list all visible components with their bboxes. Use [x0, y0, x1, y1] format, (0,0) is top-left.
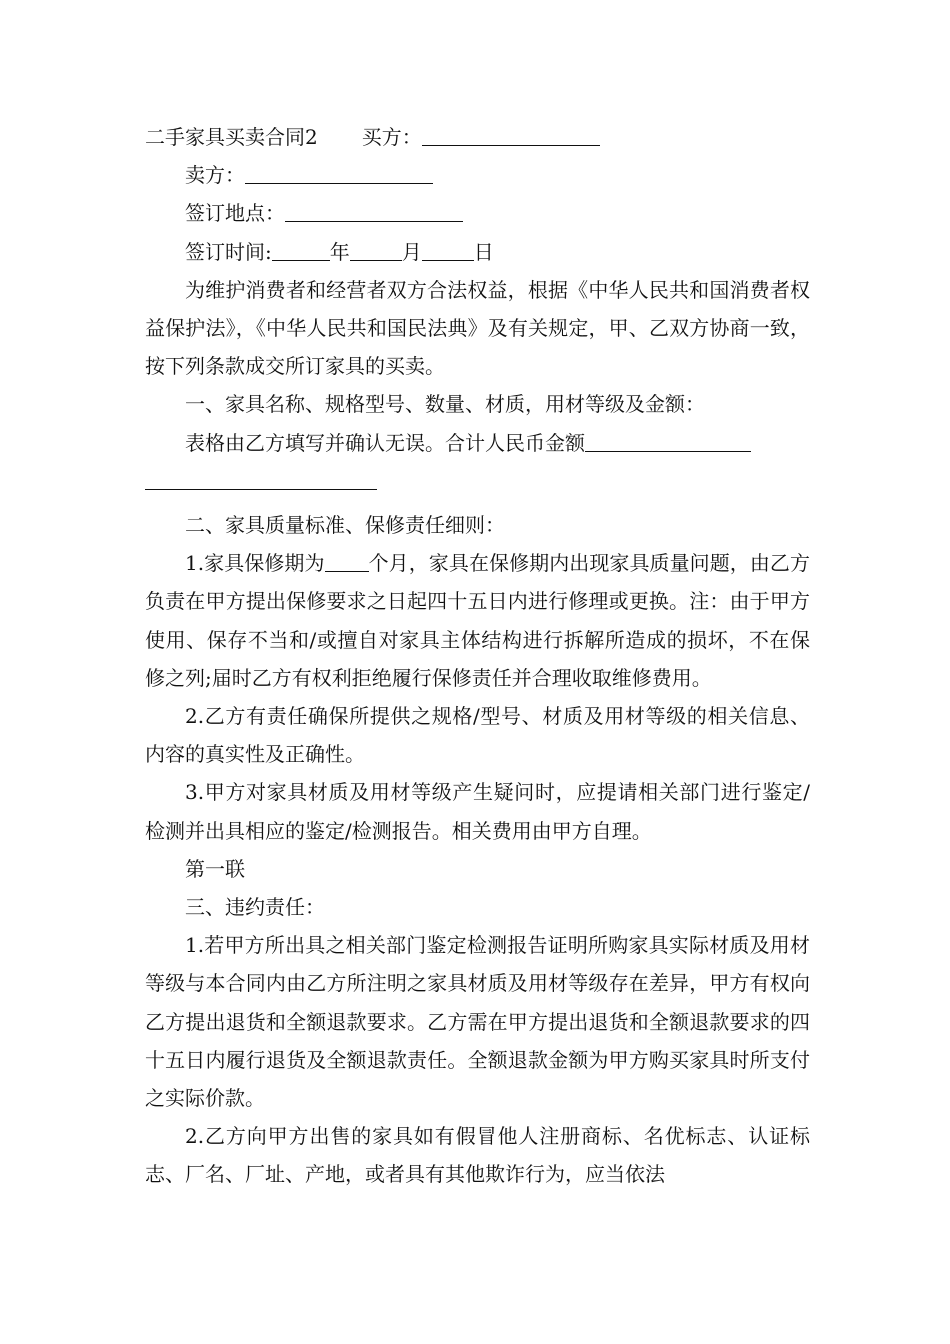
buyer-blank	[422, 123, 600, 146]
place-label: 签订地点：	[185, 201, 285, 226]
month-label: 月	[401, 239, 422, 264]
section-2-paragraph-3: 3.甲方对家具材质及用材等级产生疑问时，应提请相关部门进行鉴定/检测并出具相应的鉴定/检测报告。相关费用由甲方自理。	[145, 780, 810, 843]
section-3-title: 三、违约责任：	[185, 895, 325, 920]
amount-blank-2	[145, 467, 377, 490]
section-2-paragraph-2: 2.乙方有责任确保所提供之规格/型号、材质及用材等级的相关信息、内容的真实性及正确性。	[145, 704, 810, 767]
amount-label: 表格由乙方填写并确认无误。合计人民币金额	[185, 430, 585, 455]
title-line	[145, 118, 810, 156]
section-1-text	[145, 424, 810, 500]
time-label: 签订时间:	[185, 239, 272, 264]
seller-line	[145, 156, 810, 194]
buyer-label: 买方：	[361, 125, 422, 149]
day-blank	[422, 238, 474, 261]
section-1-title: 一、家具名称、规格型号、数量、材质，用材等级及金额：	[185, 392, 705, 417]
seller-blank	[245, 161, 433, 184]
seller-label: 卖方：	[185, 163, 245, 188]
warranty-months-blank	[325, 549, 369, 572]
copy-label: 第一联	[185, 856, 245, 881]
warranty-text-a: 1.家具保修期为	[185, 551, 325, 576]
day-label: 日	[473, 239, 494, 264]
time-line	[145, 233, 810, 271]
document-title: 二手家具买卖合同2	[145, 125, 318, 149]
section-2-title: 二、家具质量标准、保修责任细则：	[185, 513, 505, 538]
year-label: 年	[329, 239, 350, 264]
amount-blank-1	[585, 429, 751, 452]
warranty-text-b: 个月，家具在保修期内出现家具质量问题，由乙方负责在甲方提出保修要求之日起四十五日内进行修理或更换。注：由于甲方使用、保存不当和/或擅自对家具主体结构进行拆解所造成的损坏，不在保修之列;届时乙方有权利拒绝履行保修责任并合理收取维修费用。	[145, 551, 810, 690]
year-blank	[272, 238, 330, 261]
place-line	[145, 194, 810, 232]
contract-document	[145, 118, 810, 1194]
intro-paragraph: 为维护消费者和经营者双方合法权益，根据《中华人民共和国消费者权益保护法》，《中华人民共和国民法典》及有关规定，甲、乙双方协商一致，按下列条款成交所订家具的买卖。	[145, 277, 810, 379]
place-blank	[285, 199, 463, 222]
month-blank	[350, 238, 402, 261]
section-3-paragraph-2: 2.乙方向甲方出售的家具如有假冒他人注册商标、名优标志、认证标志、厂名、厂址、产地，或者具有其他欺诈行为，应当依法	[145, 1124, 810, 1187]
section-2-paragraph-1	[145, 544, 810, 697]
section-3-paragraph-1: 1.若甲方所出具之相关部门鉴定检测报告证明所购家具实际材质及用材等级与本合同内由乙方所注明之家具材质及用材等级存在差异，甲方有权向乙方提出退货和全额退款要求。乙方需在甲方提出退货和全额退款要求的四十五日内履行退货及全额退款责任。全额退款金额为甲方购买家具时所支付之实际价款。	[145, 933, 810, 1111]
